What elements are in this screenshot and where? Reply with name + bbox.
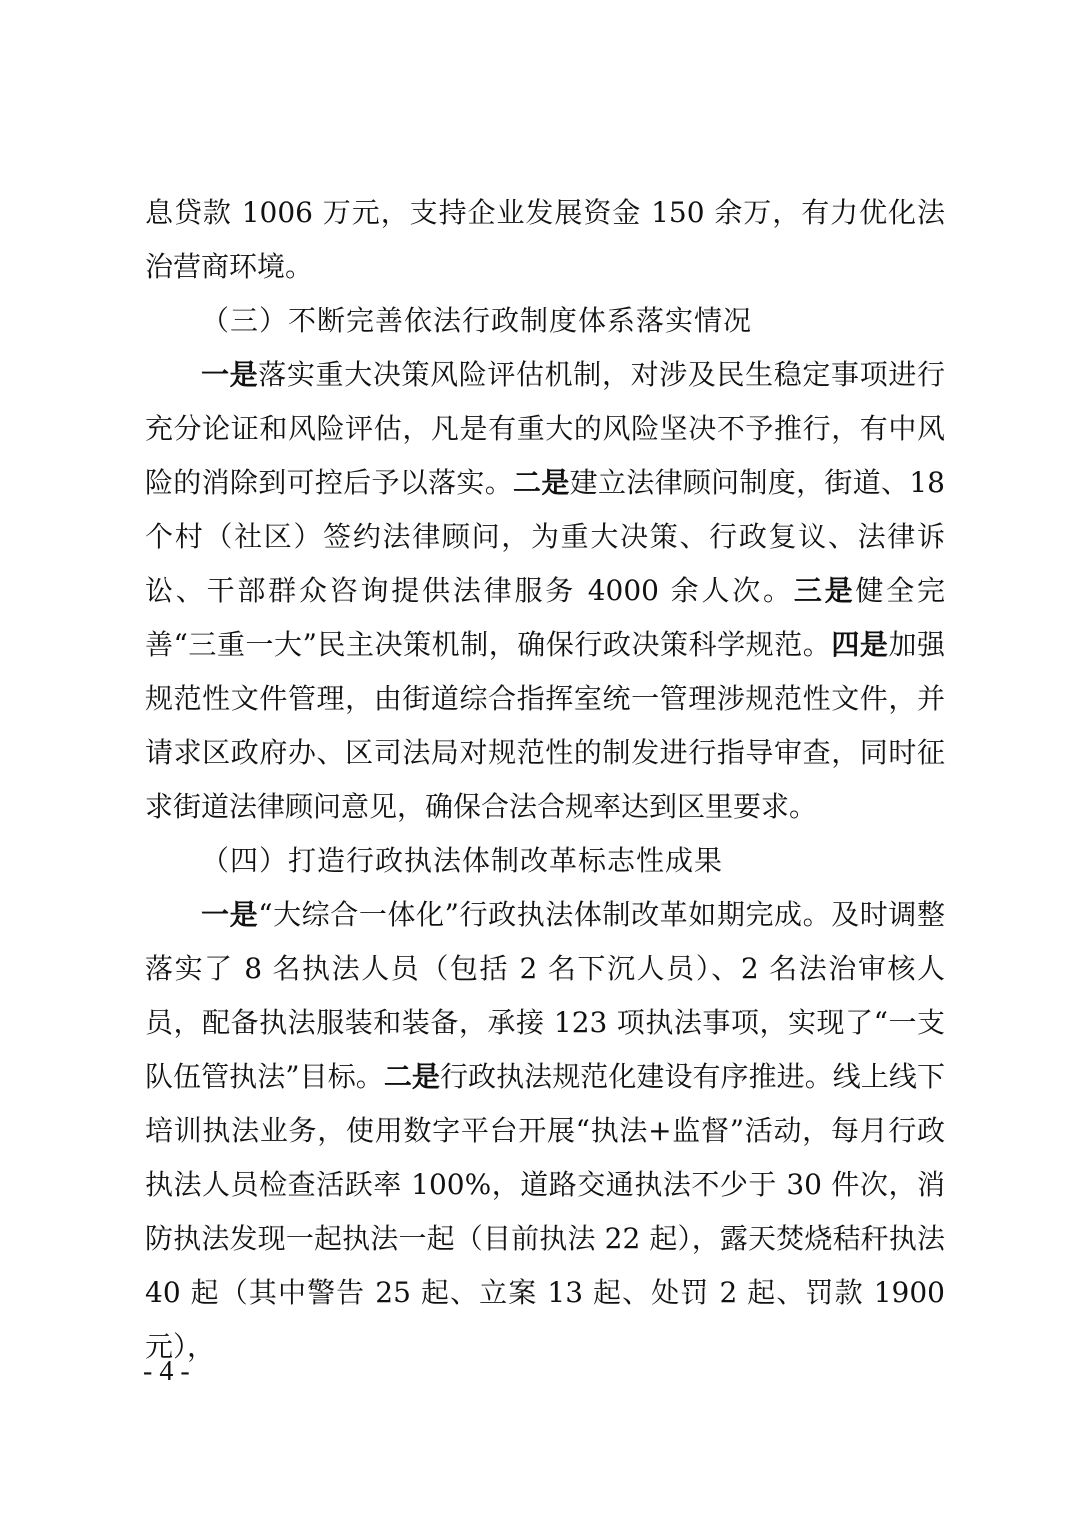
ordinal-marker: 二是: [513, 466, 570, 499]
ordinal-marker: 一是: [201, 358, 259, 391]
paragraph-continuation: [145, 186, 945, 294]
document-body: [145, 186, 945, 1374]
section-heading-4: [145, 834, 945, 888]
ordinal-marker: 一是: [201, 898, 259, 931]
ordinal-marker: 二是: [383, 1060, 440, 1093]
heading-text: （四）打造行政执法体制改革标志性成果: [201, 844, 724, 877]
paragraph-text: 息贷款 1006 万元，支持企业发展资金 150 余万，有力优化法治营商环境。: [145, 196, 945, 283]
heading-text: （三）不断完善依法行政制度体系落实情况: [201, 304, 753, 337]
paragraph-text: 健全完善“三重一大”民主决策机制，确保行政决策科学规范。: [145, 574, 945, 661]
ordinal-marker: 三是: [793, 574, 856, 607]
paragraph-section-3-body: [145, 348, 945, 834]
ordinal-marker: 四是: [831, 628, 889, 661]
paragraph-text: 加强规范性文件管理，由街道综合指挥室统一管理涉规范性文件，并请求区政府办、区司法局对规范性的制发进行指导审查，同时征求街道法律顾问意见，确保合法合规率达到区里要求。: [145, 628, 945, 823]
page-number: - 4 -: [143, 1356, 190, 1387]
paragraph-text: 建立法律顾问制度，街道、18 个村（社区）签约法律顾问，为重大决策、行政复议、法律诉讼、干部群众咨询提供法律服务 4000 余人次。: [145, 466, 945, 607]
paragraph-text: 落实重大决策风险评估机制，对涉及民生稳定事项进行充分论证和风险评估，凡是有重大的风险坚决不予推行，有中风险的消除到可控后予以落实。: [145, 358, 945, 499]
paragraph-section-4-body: [145, 888, 945, 1374]
paragraph-text: “大综合一体化”行政执法体制改革如期完成。及时调整落实了 8 名执法人员（包括 2 名下沉人员）、2 名法治审核人员，配备执法服装和装备，承接 123 项执法事项，实现了“一支队伍管执法”目标。: [145, 898, 945, 1093]
section-heading-3: [145, 294, 945, 348]
paragraph-text: 行政执法规范化建设有序推进。线上线下培训执法业务，使用数字平台开展“执法+监督”活动，每月行政执法人员检查活跃率 100%，道路交通执法不少于 30 件次，消防执法发现一起执法一起（目前执法 22 起），露天焚烧秸秆执法 40 起（其中警告 25 起、立案 13 起、处罚 2 起、罚款 1900 元），: [145, 1060, 945, 1363]
